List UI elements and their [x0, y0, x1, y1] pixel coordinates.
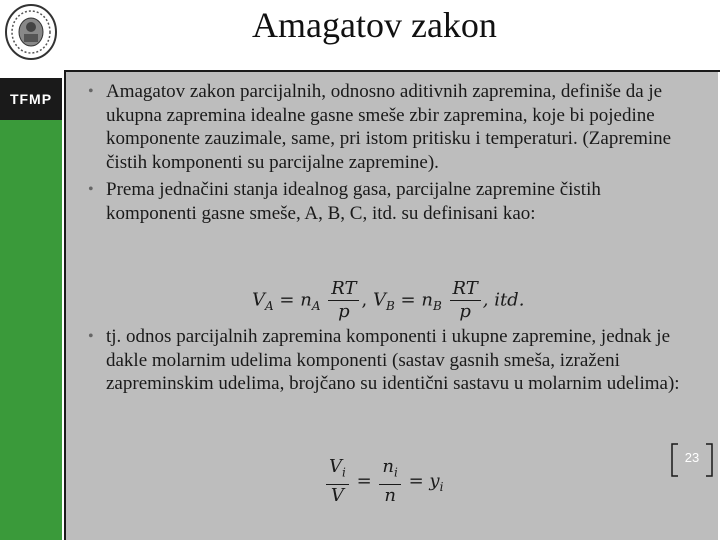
formula-subscript: A — [311, 299, 321, 314]
formula-fraction — [450, 278, 481, 323]
formula-symbol: = — [400, 289, 416, 311]
formula-fraction — [326, 456, 349, 507]
formula-symbol: V — [372, 289, 386, 311]
bullet-dot-icon: • — [88, 83, 94, 100]
bullet-dot-icon: • — [88, 328, 94, 345]
formula-symbol: V — [329, 456, 342, 477]
university-seal-logo — [2, 2, 60, 62]
bullet-item — [86, 80, 686, 174]
formula-symbol: n — [300, 289, 312, 311]
formula-fraction — [328, 278, 359, 323]
formula-symbol: y — [429, 470, 440, 492]
bullet-dot-icon: • — [88, 181, 94, 198]
formula-subscript: B — [432, 299, 442, 314]
formula-symbol: , itd. — [482, 289, 525, 311]
formula-symbol: , — [361, 289, 368, 311]
bullet-item — [86, 325, 686, 396]
faculty-badge-label: TFMP — [9, 91, 53, 107]
formula-subscript: i — [342, 465, 346, 480]
bullet-text: tj. odnos parcijalnih zapremina komponenti i ukupne zapremine, jednak je dakle molarnim udelima komponenti (sastav gasnih smeša, izraženi zapreminskim udelima, brojčano su identični sastavu u molarnim udelima): — [106, 326, 680, 394]
slide-title: Amagatov zakon — [252, 5, 497, 45]
bullet-list — [86, 80, 686, 396]
formula-symbol: = — [408, 470, 424, 492]
formula-numerator: RT — [450, 278, 481, 301]
formula-numerator — [326, 456, 349, 485]
formula-fraction — [379, 456, 400, 507]
formula-subscript: A — [265, 299, 274, 314]
slide-content — [66, 72, 718, 540]
title-band — [62, 0, 720, 70]
faculty-badge — [0, 78, 62, 120]
formula-subscript: i — [394, 465, 398, 480]
ideal-gas-partial-volume-formula — [252, 278, 524, 323]
bullet-text: Prema jednačini stanja idealnog gasa, parcijalne zapremine čistih komponenti gasne smeše, A, B, C, itd. su definisani kao: — [106, 179, 601, 224]
formula-subscript: B — [385, 299, 395, 314]
formula-denominator: p — [338, 301, 350, 322]
mole-fraction-formula — [324, 456, 443, 507]
formula-denominator: V — [330, 484, 344, 506]
formula-symbol: n — [421, 289, 433, 311]
bullet-item — [86, 178, 686, 225]
formula-symbol: = — [356, 470, 372, 492]
green-sidebar-band — [0, 120, 62, 540]
page-number: 23 — [684, 450, 700, 465]
formula-denominator: p — [459, 301, 471, 322]
bullet-text: Amagatov zakon parcijalnih, odnosno aditivnih zapremina, definiše da je ukupna zapremina idealne gasne smeše zbir zapremina, koje bi pojedine komponente zauzimale, same, pri istom pritisku i temperaturi. (Zapremine čistih komponenti su parcijalne zapremine). — [106, 81, 672, 173]
formula-symbol: n — [382, 456, 394, 477]
formula-symbol: = — [279, 289, 295, 311]
formula-numerator: RT — [328, 278, 359, 301]
sidebar — [0, 0, 62, 540]
formula-subscript: i — [439, 479, 444, 494]
formula-numerator — [379, 456, 400, 485]
formula-symbol: V — [252, 289, 265, 311]
formula-denominator: n — [384, 484, 396, 506]
page-number-badge — [670, 442, 714, 478]
